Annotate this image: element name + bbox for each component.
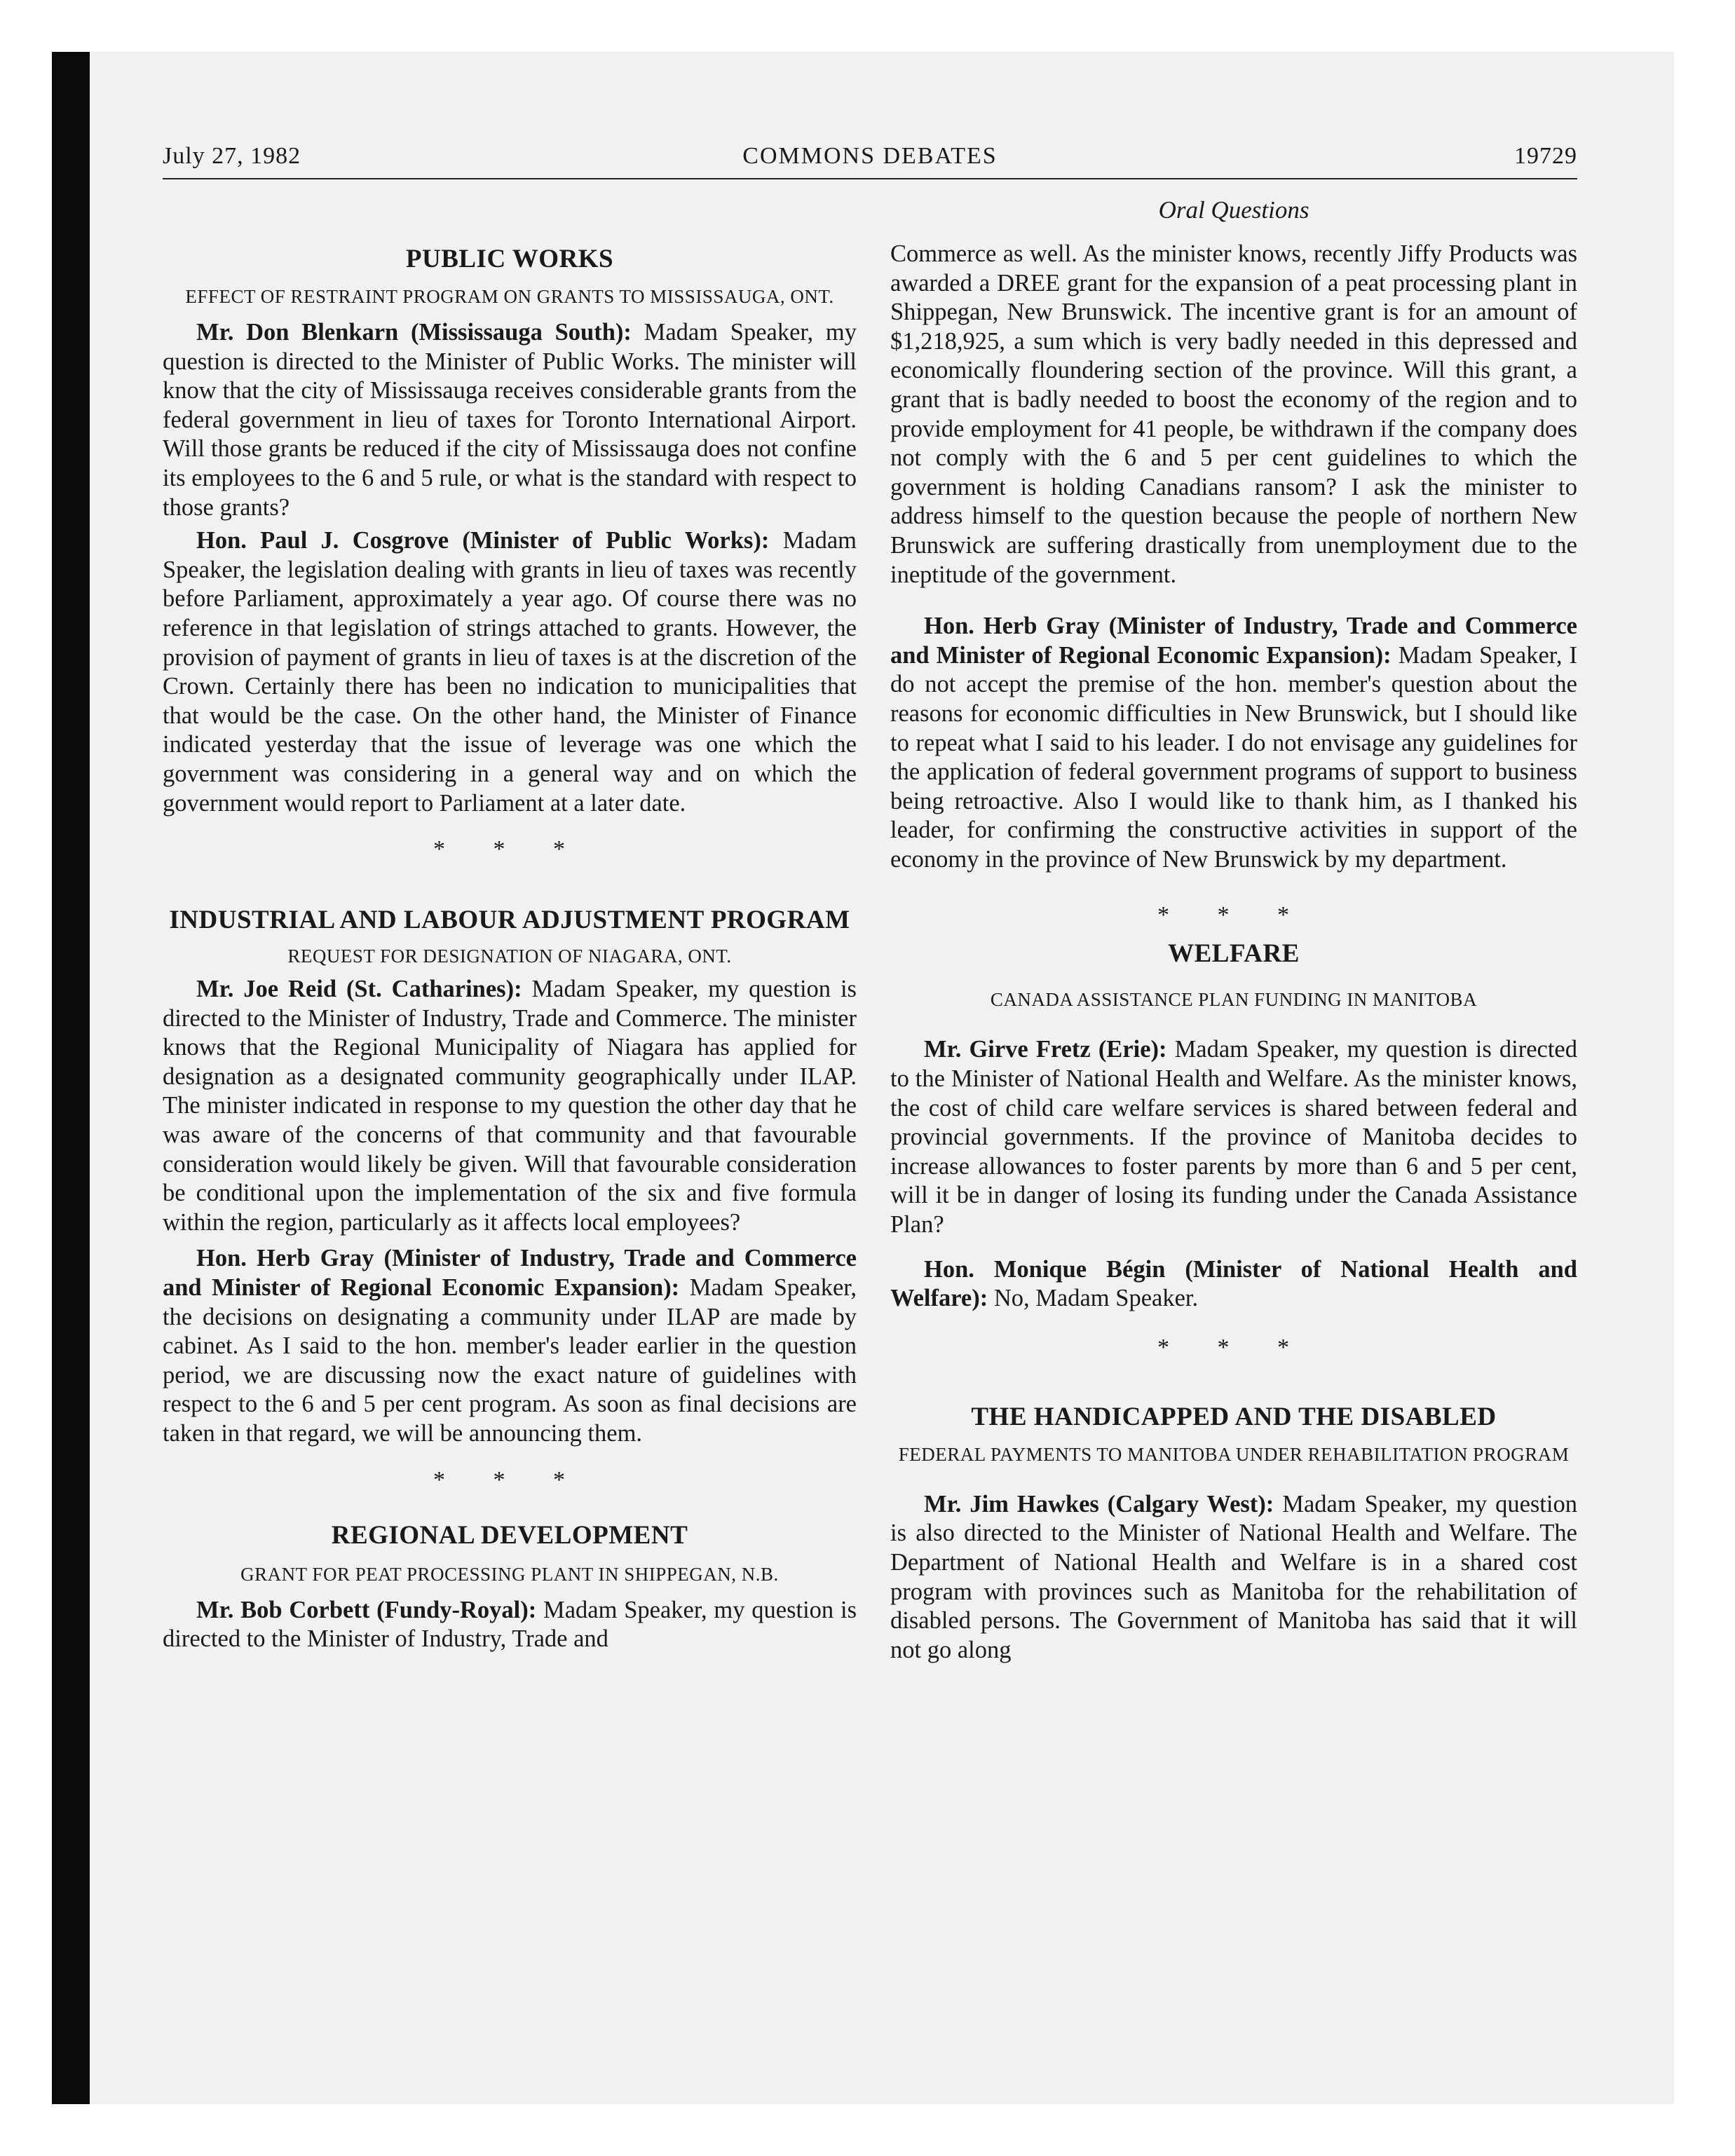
speaker-name: Mr. Bob Corbett (Fundy-Royal): xyxy=(196,1596,537,1623)
speech-paragraph xyxy=(890,1035,1577,1239)
speech-paragraph xyxy=(163,1596,857,1654)
speech-text: Madam Speaker, the decisions on designating a community under ILAP are made by cabinet. As I said to the hon. member's leader earlier in the question period, we are discussing now the exact nature of guidelines with respect to the 6 and 5 per cent program. As soon as final decisions are taken in that regard, we will be announcing them. xyxy=(163,1274,857,1447)
header-date: July 27, 1982 xyxy=(163,143,301,169)
section-subtitle: FEDERAL PAYMENTS TO MANITOBA UNDER REHABILITATION PROGRAM xyxy=(898,1443,1570,1465)
speech-paragraph xyxy=(163,975,857,1237)
section-subtitle: GRANT FOR PEAT PROCESSING PLANT IN SHIPPEGAN, N.B. xyxy=(240,1563,779,1585)
speaker-name: Mr. Don Blenkarn (Mississauga South): xyxy=(196,319,632,346)
speech-paragraph xyxy=(890,1255,1577,1314)
speech-text: Madam Speaker, my question is also directed to the Minister of National Health and Welfare. The Department of National Health and Welfare is in a shared cost program with provinces such as Manitoba for the rehabilitation of disabled persons. The Government of Manitoba has said that it will not go along xyxy=(890,1490,1577,1663)
section-title: THE HANDICAPPED AND THE DISABLED xyxy=(971,1402,1497,1431)
speaker-name: Mr. Jim Hawkes (Calgary West): xyxy=(924,1490,1274,1517)
section-title: REGIONAL DEVELOPMENT xyxy=(331,1520,688,1550)
speech-paragraph xyxy=(890,1490,1577,1665)
section-divider: * * * xyxy=(433,836,586,863)
speech-text: Madam Speaker, my question is directed to the Minister of Industry, Trade and xyxy=(163,1596,857,1653)
speaker-name: Hon. Herb Gray (Minister of Industry, Trade and Commerce and Minister of Regional Economic Expansion): xyxy=(163,1245,857,1302)
running-header xyxy=(163,143,1577,181)
section-divider: * * * xyxy=(1157,1334,1310,1360)
speaker-name: Hon. Monique Bégin (Minister of National Health and Welfare): xyxy=(890,1255,1577,1312)
speech-paragraph xyxy=(163,318,857,522)
speaker-name: Mr. Girve Fretz (Erie): xyxy=(924,1036,1167,1063)
header-page-number: 19729 xyxy=(1514,143,1577,169)
speech-text: No, Madam Speaker. xyxy=(988,1285,1199,1312)
section-subtitle: REQUEST FOR DESIGNATION OF NIAGARA, ONT. xyxy=(287,946,732,967)
speech-paragraph xyxy=(163,1244,857,1448)
speech-text: Madam Speaker, my question is directed to the Minister of Industry, Trade and Commerce. The minister knows that the Regional Municipality of Niagara has applied for designation as a designated community geographically under ILAP. The minister indicated in response to my question the other day that he was aware of the concerns of that community and that favourable consideration would likely be given. Will that favourable consideration be conditional upon the implementation of the six and five formula within the region, particularly as it affects local employees? xyxy=(163,976,857,1236)
speech-text: Madam Speaker, my question is directed to the Minister of Public Works. The minister will know that the city of Mississauga receives considerable grants from the federal government in lieu of taxes for Toronto International Airport. Will those grants be reduced if the city of Mississauga does not confine its employees to the 6 and 5 rule, or what is the standard with respect to those grants? xyxy=(163,319,857,521)
speaker-name: Hon. Herb Gray (Minister of Industry, Trade and Commerce and Minister of Regional Economic Expansion): xyxy=(890,613,1577,669)
speech-paragraph xyxy=(163,526,857,818)
speech-continuation: Commerce as well. As the minister knows, recently Jiffy Products was awarded a DREE grant for the expansion of a peat processing plant in Shippegan, New Brunswick. The incentive grant is for an amount of $1,218,925, a sum which is very badly needed in this depressed and economically floundering section of the province. Will this grant, a grant that is badly needed to boost the economy of the region and to provide employment for 41 people, be withdrawn if the company does not comply with the 6 and 5 per cent guidelines to which the government is holding Canadians ransom? I ask the minister to address himself to the question because the people of northern New Brunswick are suffering drastically from unemployment due to the ineptitude of the government. xyxy=(890,240,1577,588)
header-rule xyxy=(163,178,1577,179)
section-title: WELFARE xyxy=(1168,939,1300,969)
section-running-title: Oral Questions xyxy=(1158,196,1309,224)
section-divider: * * * xyxy=(1157,902,1310,929)
speech-text: Madam Speaker, the legislation dealing with grants in lieu of taxes was recently before Parliament, approximately a year ago. Of course there was no reference in that legislation of strings attached to grants. However, the provision of payment of grants in lieu of taxes is at the discretion of the Crown. Certainly there has been no indication to municipalities that that would be the case. On the other hand, the Minister of Finance indicated yesterday that the issue of leverage was one which the government was considering in a general way and on which the government would report to Parliament at a later date. xyxy=(163,527,857,817)
speech-text: Madam Speaker, I do not accept the premise of the hon. member's question about the reasons for economic difficulties in New Brunswick, but I should like to repeat what I said to his leader. I do not envisage any guidelines for the application of federal government programs of support to business being retroactive. Also I would like to thank him, as I thanked his leader, for confirming the constructive activities in support of the economy in the province of New Brunswick by my department. xyxy=(890,641,1578,873)
section-title: INDUSTRIAL AND LABOUR ADJUSTMENT PROGRAM xyxy=(169,906,850,935)
section-subtitle: EFFECT OF RESTRAINT PROGRAM ON GRANTS TO MISSISSAUGA, ONT. xyxy=(185,286,834,307)
speech-text: Madam Speaker, my question is directed to the Minister of National Health and Welfare. As the minister knows, the cost of child care welfare services is shared between federal and provincial governments. If the province of Manitoba decides to increase allowances to foster parents by more than 6 and 5 per cent, will it be in danger of losing its funding under the Canada Assistance Plan? xyxy=(890,1036,1577,1239)
section-subtitle: CANADA ASSISTANCE PLAN FUNDING IN MANITOBA xyxy=(990,989,1478,1011)
right-column xyxy=(890,231,1577,1899)
speech-paragraph xyxy=(890,612,1577,874)
header-publication: COMMONS DEBATES xyxy=(742,143,998,169)
speaker-name: Mr. Joe Reid (St. Catharines): xyxy=(196,976,522,1003)
speaker-name: Hon. Paul J. Cosgrove (Minister of Public Works): xyxy=(196,527,770,554)
left-column xyxy=(163,231,857,1899)
section-title: PUBLIC WORKS xyxy=(405,245,614,273)
section-divider: * * * xyxy=(433,1466,586,1493)
scan-border xyxy=(52,52,90,2104)
